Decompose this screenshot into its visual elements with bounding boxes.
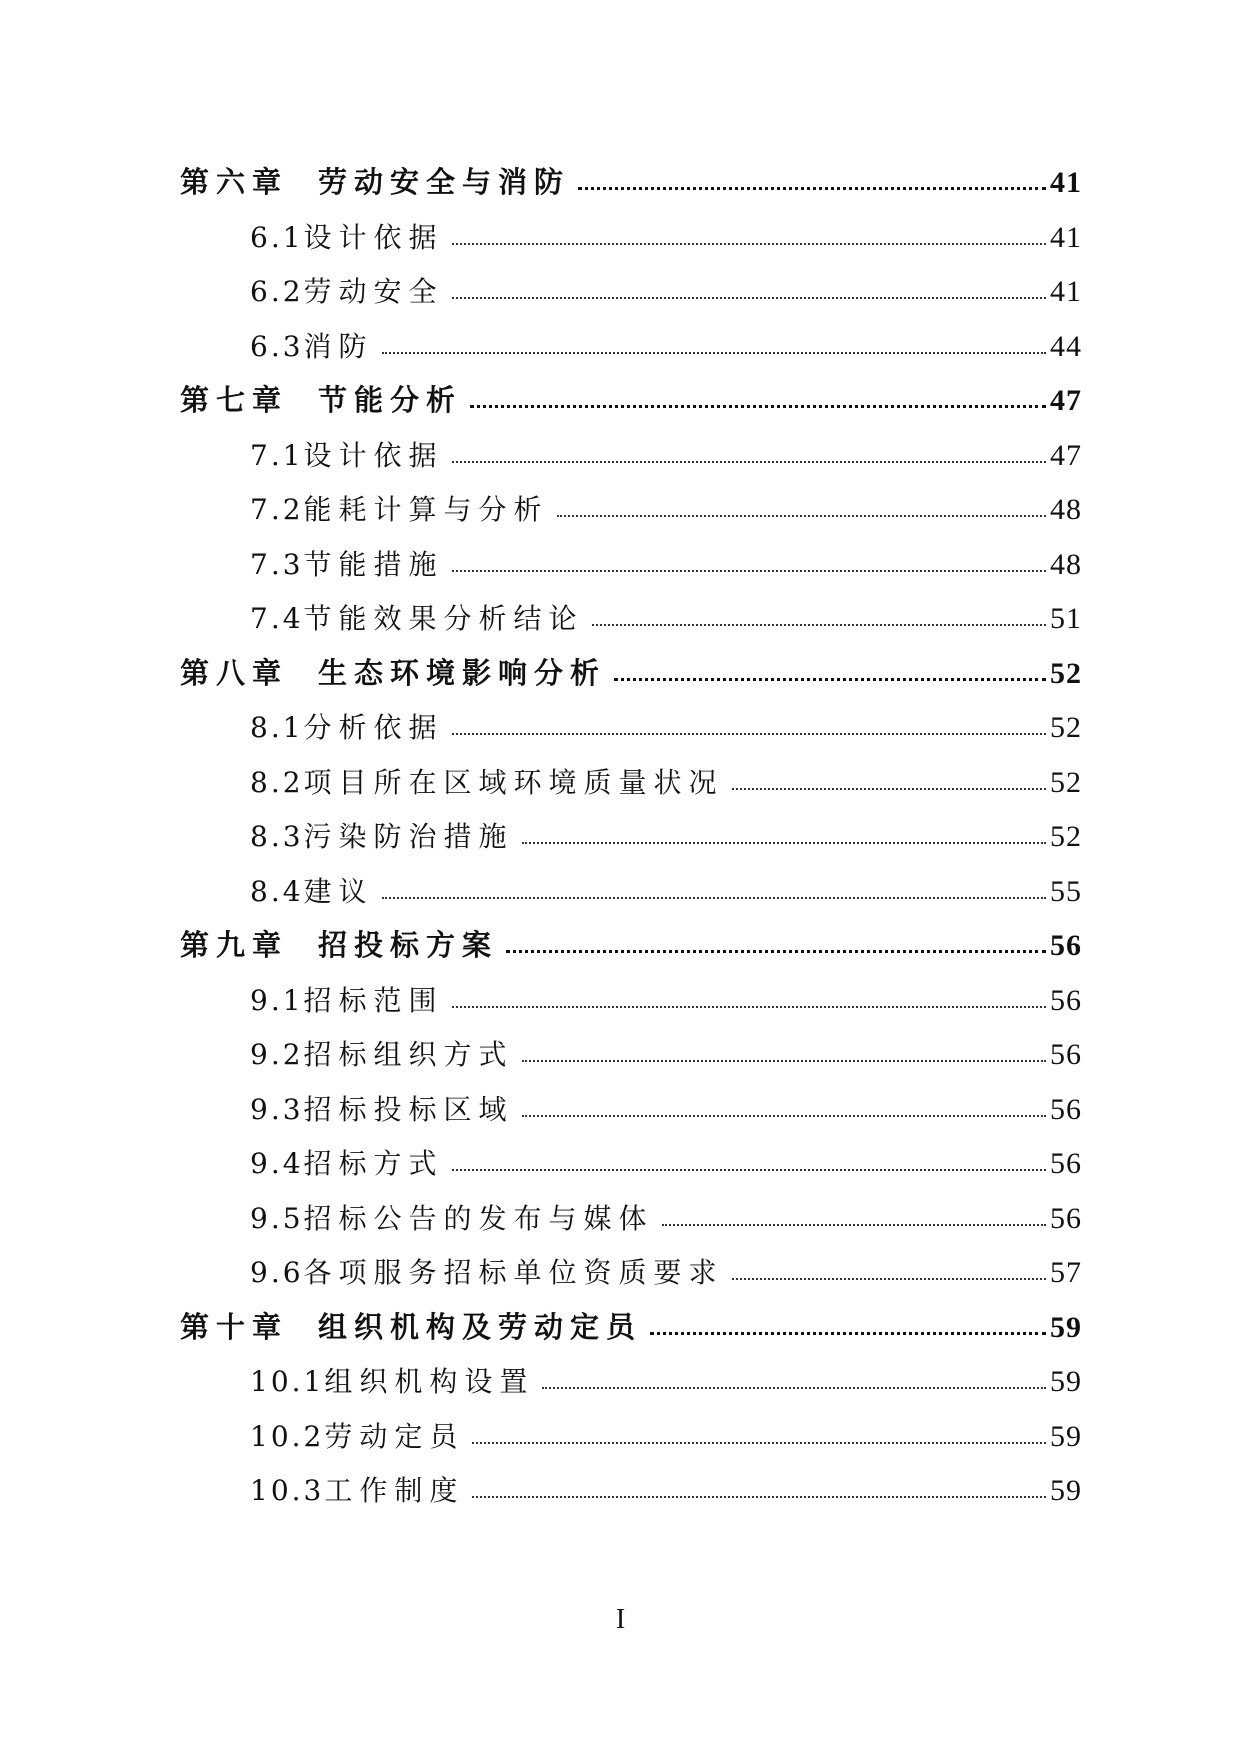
dot-leader	[452, 242, 1046, 245]
toc-page-number: 55	[1050, 874, 1082, 908]
section-title: 设计依据	[303, 438, 444, 472]
toc-page-number: 59	[1050, 1310, 1082, 1344]
section-number: 7.4	[250, 602, 304, 635]
toc-page-number: 52	[1050, 765, 1082, 799]
section-title: 能耗计算与分析	[303, 493, 549, 526]
toc-section-entry[interactable]	[250, 1149, 1082, 1179]
section-number: 10.2	[250, 1419, 325, 1453]
section-title: 污染防治措施	[303, 820, 514, 853]
toc-section-entry[interactable]	[250, 495, 1082, 525]
section-title: 招标投标区域	[303, 1092, 514, 1126]
dot-leader	[472, 1495, 1046, 1498]
section-number: 8.4	[250, 874, 304, 908]
section-number: 7.2	[250, 493, 304, 526]
toc-page-number: 48	[1050, 493, 1082, 526]
chapter-number: 第六章	[180, 165, 289, 199]
toc-section-entry[interactable]	[250, 277, 1082, 307]
toc-page-number: 41	[1050, 275, 1082, 308]
dot-leader	[522, 1114, 1046, 1117]
dot-leader	[452, 460, 1046, 463]
chapter-number: 第十章	[180, 1309, 289, 1344]
toc-section-entry[interactable]	[250, 1258, 1082, 1288]
dot-leader	[542, 1386, 1046, 1389]
section-number: 9.1	[250, 983, 304, 1017]
toc-section-entry[interactable]	[250, 220, 1082, 254]
toc-page-number: 48	[1050, 547, 1082, 581]
section-title: 招标公告的发布与媒体	[303, 1201, 654, 1235]
dot-leader	[557, 514, 1046, 517]
toc-section-entry[interactable]	[250, 983, 1082, 1017]
dot-leader	[732, 787, 1046, 790]
toc-page-number: 59	[1050, 1419, 1082, 1453]
chapter-number: 第七章	[180, 383, 289, 417]
toc-chapter-entry[interactable]	[180, 655, 1082, 690]
chapter-title: 组织机构及劳动定员	[318, 1309, 643, 1344]
dot-leader	[382, 351, 1046, 354]
toc-page-number: 56	[1050, 983, 1082, 1017]
dot-leader	[592, 623, 1046, 626]
section-title: 劳动安全	[303, 275, 444, 308]
section-title: 节能措施	[303, 547, 444, 581]
toc-section-entry[interactable]	[250, 547, 1082, 581]
section-number: 8.2	[250, 765, 304, 799]
section-title: 招标范围	[303, 983, 444, 1017]
toc-section-entry[interactable]	[250, 874, 1082, 908]
toc-page-number: 47	[1050, 438, 1082, 472]
toc-page-number: 57	[1050, 1256, 1082, 1289]
section-number: 10.1	[250, 1365, 325, 1398]
section-number: 8.3	[250, 820, 304, 853]
section-title: 组织机构设置	[324, 1365, 535, 1398]
toc-section-entry[interactable]	[250, 713, 1082, 743]
section-title: 各项服务招标单位资质要求	[303, 1256, 724, 1289]
section-title: 建议	[303, 874, 374, 908]
section-number: 8.1	[250, 711, 304, 744]
dot-leader	[522, 841, 1046, 844]
dot-leader	[452, 732, 1046, 735]
section-number: 10.3	[250, 1474, 325, 1507]
page-number: I	[615, 1604, 626, 1635]
section-number: 7.1	[250, 438, 304, 472]
section-number: 9.5	[250, 1201, 304, 1235]
toc-page-number: 47	[1050, 384, 1082, 417]
toc-page-number: 41	[1050, 220, 1082, 254]
dot-leader	[578, 186, 1046, 190]
toc-page-number: 56	[1050, 1201, 1082, 1235]
section-number: 9.2	[250, 1038, 304, 1071]
toc-page-number: 56	[1050, 1147, 1082, 1180]
section-title: 招标组织方式	[303, 1038, 514, 1071]
chapter-number: 第八章	[180, 655, 289, 690]
dot-leader	[650, 1331, 1046, 1335]
toc-section-entry[interactable]	[250, 822, 1082, 852]
dot-leader	[470, 404, 1046, 408]
toc-page-number: 52	[1050, 656, 1082, 690]
dot-leader	[522, 1059, 1046, 1062]
chapter-title: 节能分析	[318, 383, 463, 417]
section-number: 7.3	[250, 547, 304, 581]
toc-section-entry[interactable]	[250, 1476, 1082, 1506]
chapter-title: 劳动安全与消防	[318, 165, 571, 199]
dot-leader	[452, 1005, 1046, 1008]
section-number: 6.1	[250, 220, 304, 254]
dot-leader	[662, 1223, 1046, 1226]
section-title: 工作制度	[324, 1474, 465, 1507]
dot-leader	[506, 949, 1046, 953]
section-title: 项目所在区域环境质量状况	[303, 765, 724, 799]
toc-page-number: 56	[1050, 929, 1082, 962]
chapter-title: 招投标方案	[318, 928, 499, 962]
toc-page-number: 52	[1050, 711, 1082, 744]
section-number: 9.6	[250, 1256, 304, 1289]
toc-section-entry[interactable]	[250, 1201, 1082, 1235]
dot-leader	[732, 1277, 1046, 1280]
section-number: 6.3	[250, 329, 304, 363]
section-title: 招标方式	[303, 1147, 444, 1180]
dot-leader	[452, 296, 1046, 299]
toc-section-entry[interactable]	[250, 1092, 1082, 1126]
section-number: 9.3	[250, 1092, 304, 1126]
toc-section-entry[interactable]	[250, 1419, 1082, 1453]
section-title: 消防	[303, 329, 374, 363]
toc-chapter-entry[interactable]	[180, 1309, 1082, 1344]
toc-page-number: 52	[1050, 820, 1082, 853]
toc-section-entry[interactable]	[250, 604, 1082, 634]
chapter-number: 第九章	[180, 928, 289, 962]
section-title: 设计依据	[303, 220, 444, 254]
dot-leader	[614, 677, 1046, 681]
toc-section-entry[interactable]	[250, 765, 1082, 799]
toc-section-entry[interactable]	[250, 438, 1082, 472]
toc-chapter-entry[interactable]	[180, 383, 1082, 417]
toc-page-number: 56	[1050, 1092, 1082, 1126]
toc-section-entry[interactable]	[250, 1040, 1082, 1070]
toc-page-number: 59	[1050, 1474, 1082, 1507]
section-number: 6.2	[250, 275, 304, 308]
toc-chapter-entry[interactable]	[180, 928, 1082, 962]
toc-page-number: 56	[1050, 1038, 1082, 1071]
toc-page-number: 51	[1050, 602, 1082, 635]
toc-page-number: 44	[1050, 329, 1082, 363]
chapter-title: 生态环境影响分析	[318, 655, 607, 690]
dot-leader	[382, 896, 1046, 899]
section-title: 节能效果分析结论	[303, 602, 584, 635]
toc-section-entry[interactable]	[250, 329, 1082, 363]
dot-leader	[472, 1441, 1046, 1444]
section-number: 9.4	[250, 1147, 304, 1180]
toc-page-number: 41	[1050, 166, 1082, 199]
toc-page-number: 59	[1050, 1365, 1082, 1398]
section-title: 分析依据	[303, 711, 444, 744]
dot-leader	[452, 569, 1046, 572]
section-title: 劳动定员	[324, 1419, 465, 1453]
dot-leader	[452, 1168, 1046, 1171]
toc-section-entry[interactable]	[250, 1367, 1082, 1397]
toc-chapter-entry[interactable]	[180, 165, 1082, 199]
